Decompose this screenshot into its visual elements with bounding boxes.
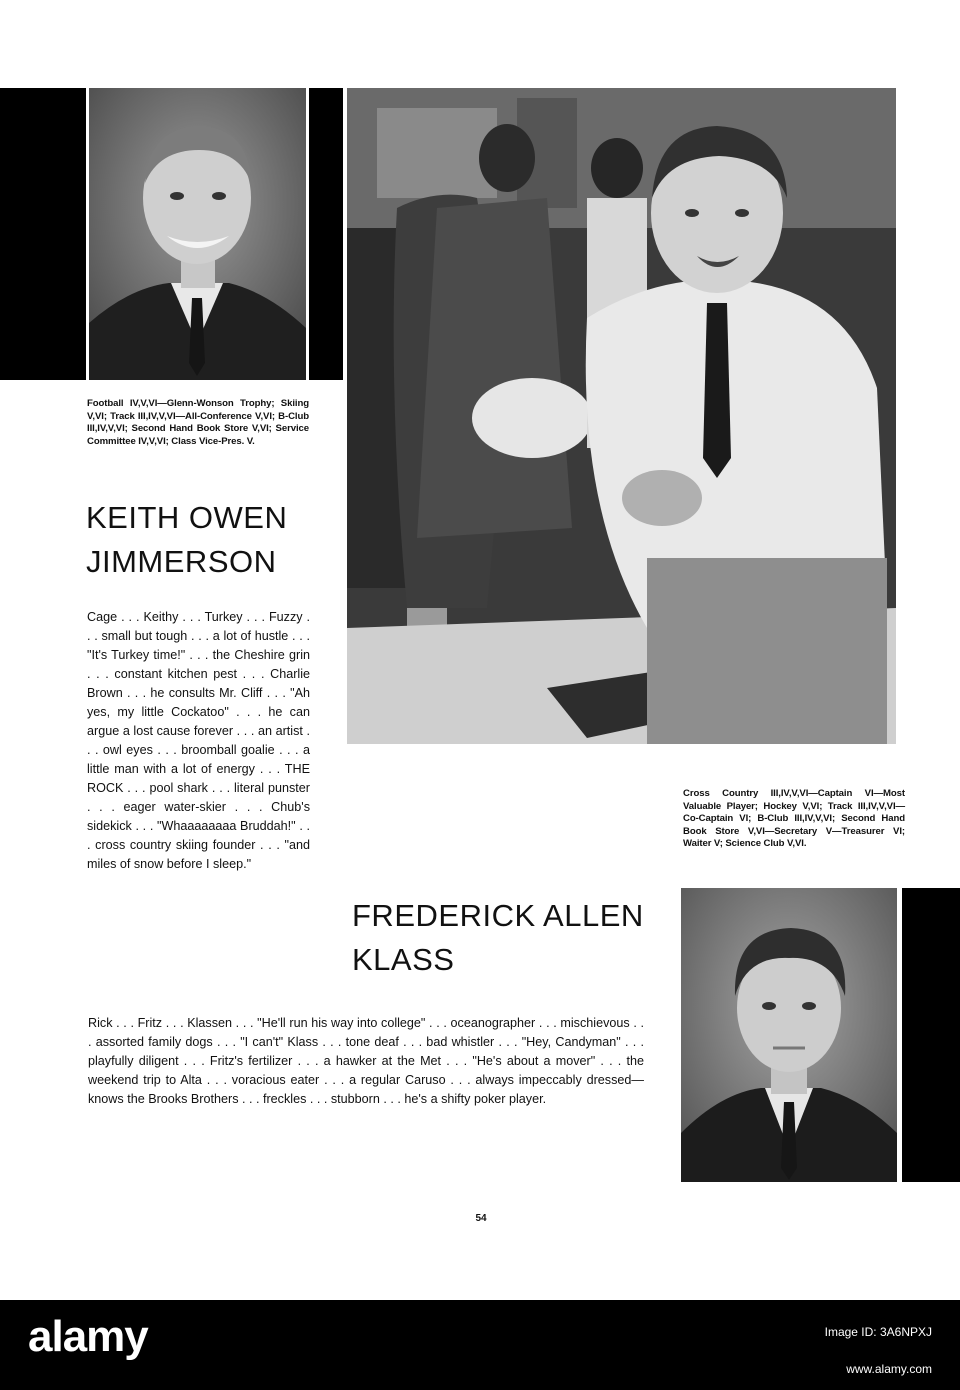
candid-photo-image [347,88,896,744]
frederick-name-line2: KLASS [352,942,455,977]
portrait-frederick-klass [681,888,897,1182]
black-bar-right [902,888,960,1182]
frederick-name [352,894,672,982]
keith-name [86,496,326,584]
portrait-frederick-image [681,888,897,1182]
black-bar-left [0,88,86,380]
footer-url[interactable]: www.alamy.com [846,1362,932,1376]
frederick-name-line1: FREDERICK ALLEN [352,898,644,933]
portrait-keith-jimmerson [89,88,306,380]
frederick-activities: Cross Country III,IV,V,VI—Captain VI—Most Valuable Player; Hockey V,VI; Track III,IV,V,VI—Co-Captain VI; B-Club III,IV,V,VI; Second Hand Book Store V,VI—Secretary V—Treasurer VI; Waiter V; Science Club V,VI. [683,788,905,850]
keith-activities: Football IV,V,VI—Glenn-Wonson Trophy; Skiing V,VI; Track III,IV,V,VI—All-Conference V,VI; B-Club III,IV,V,VI; Second Hand Book Store V,VI; Service Committee IV,V,VI; Class Vice-Pres. V. [87,398,309,447]
keith-bio: Cage . . . Keithy . . . Turkey . . . Fuzzy . . . small but tough . . . a lot of hustle . . . "It's Turkey time!" . . . the Cheshire grin . . . constant kitchen pest . . . Charlie Brown . . . he consults Mr. Cliff . . . "Ah yes, my little Cockatoo" . . . he can argue a lost cause forever . . . an artist . . . owl eyes . . . broomball goalie . . . a little man with a lot of energy . . . THE ROCK . . . pool shark . . . literal punster . . . eager water-skier . . . Chub's sidekick . . . "Whaaaaaaaa Bruddah!" . . . cross country skiing founder . . . "and miles of snow before I sleep." [87,610,310,871]
image-id: Image ID: 3A6NPXJ [824,1325,932,1339]
portrait-keith-image [89,88,306,380]
alamy-logo: alamy [28,1312,148,1361]
black-bar-middle [309,88,343,380]
keith-name-line2: JIMMERSON [86,544,277,579]
page-number: 54 [475,1213,487,1224]
frederick-bio: Rick . . . Fritz . . . Klassen . . . "He'll run his way into college" . . . oceanographer . . . mischievous . . . assorted family dogs . . . "I can't" Klass . . . tone deaf . . . bad whistler . . . "Hey, Candyman" . . . playfully diligent . . . Fritz's fertilizer . . . a hawker at the Met . . . "He's about a mover" . . . the weekend trip to Alta . . . voracious eater . . . a regular Caruso . . . always impeccably dressed—knows the Brooks Brothers . . . freckles . . . stubborn . . . he's a shifty poker player. [88,1016,644,1106]
keith-name-line1: KEITH OWEN [86,500,288,535]
candid-photo-workshop [347,88,896,744]
